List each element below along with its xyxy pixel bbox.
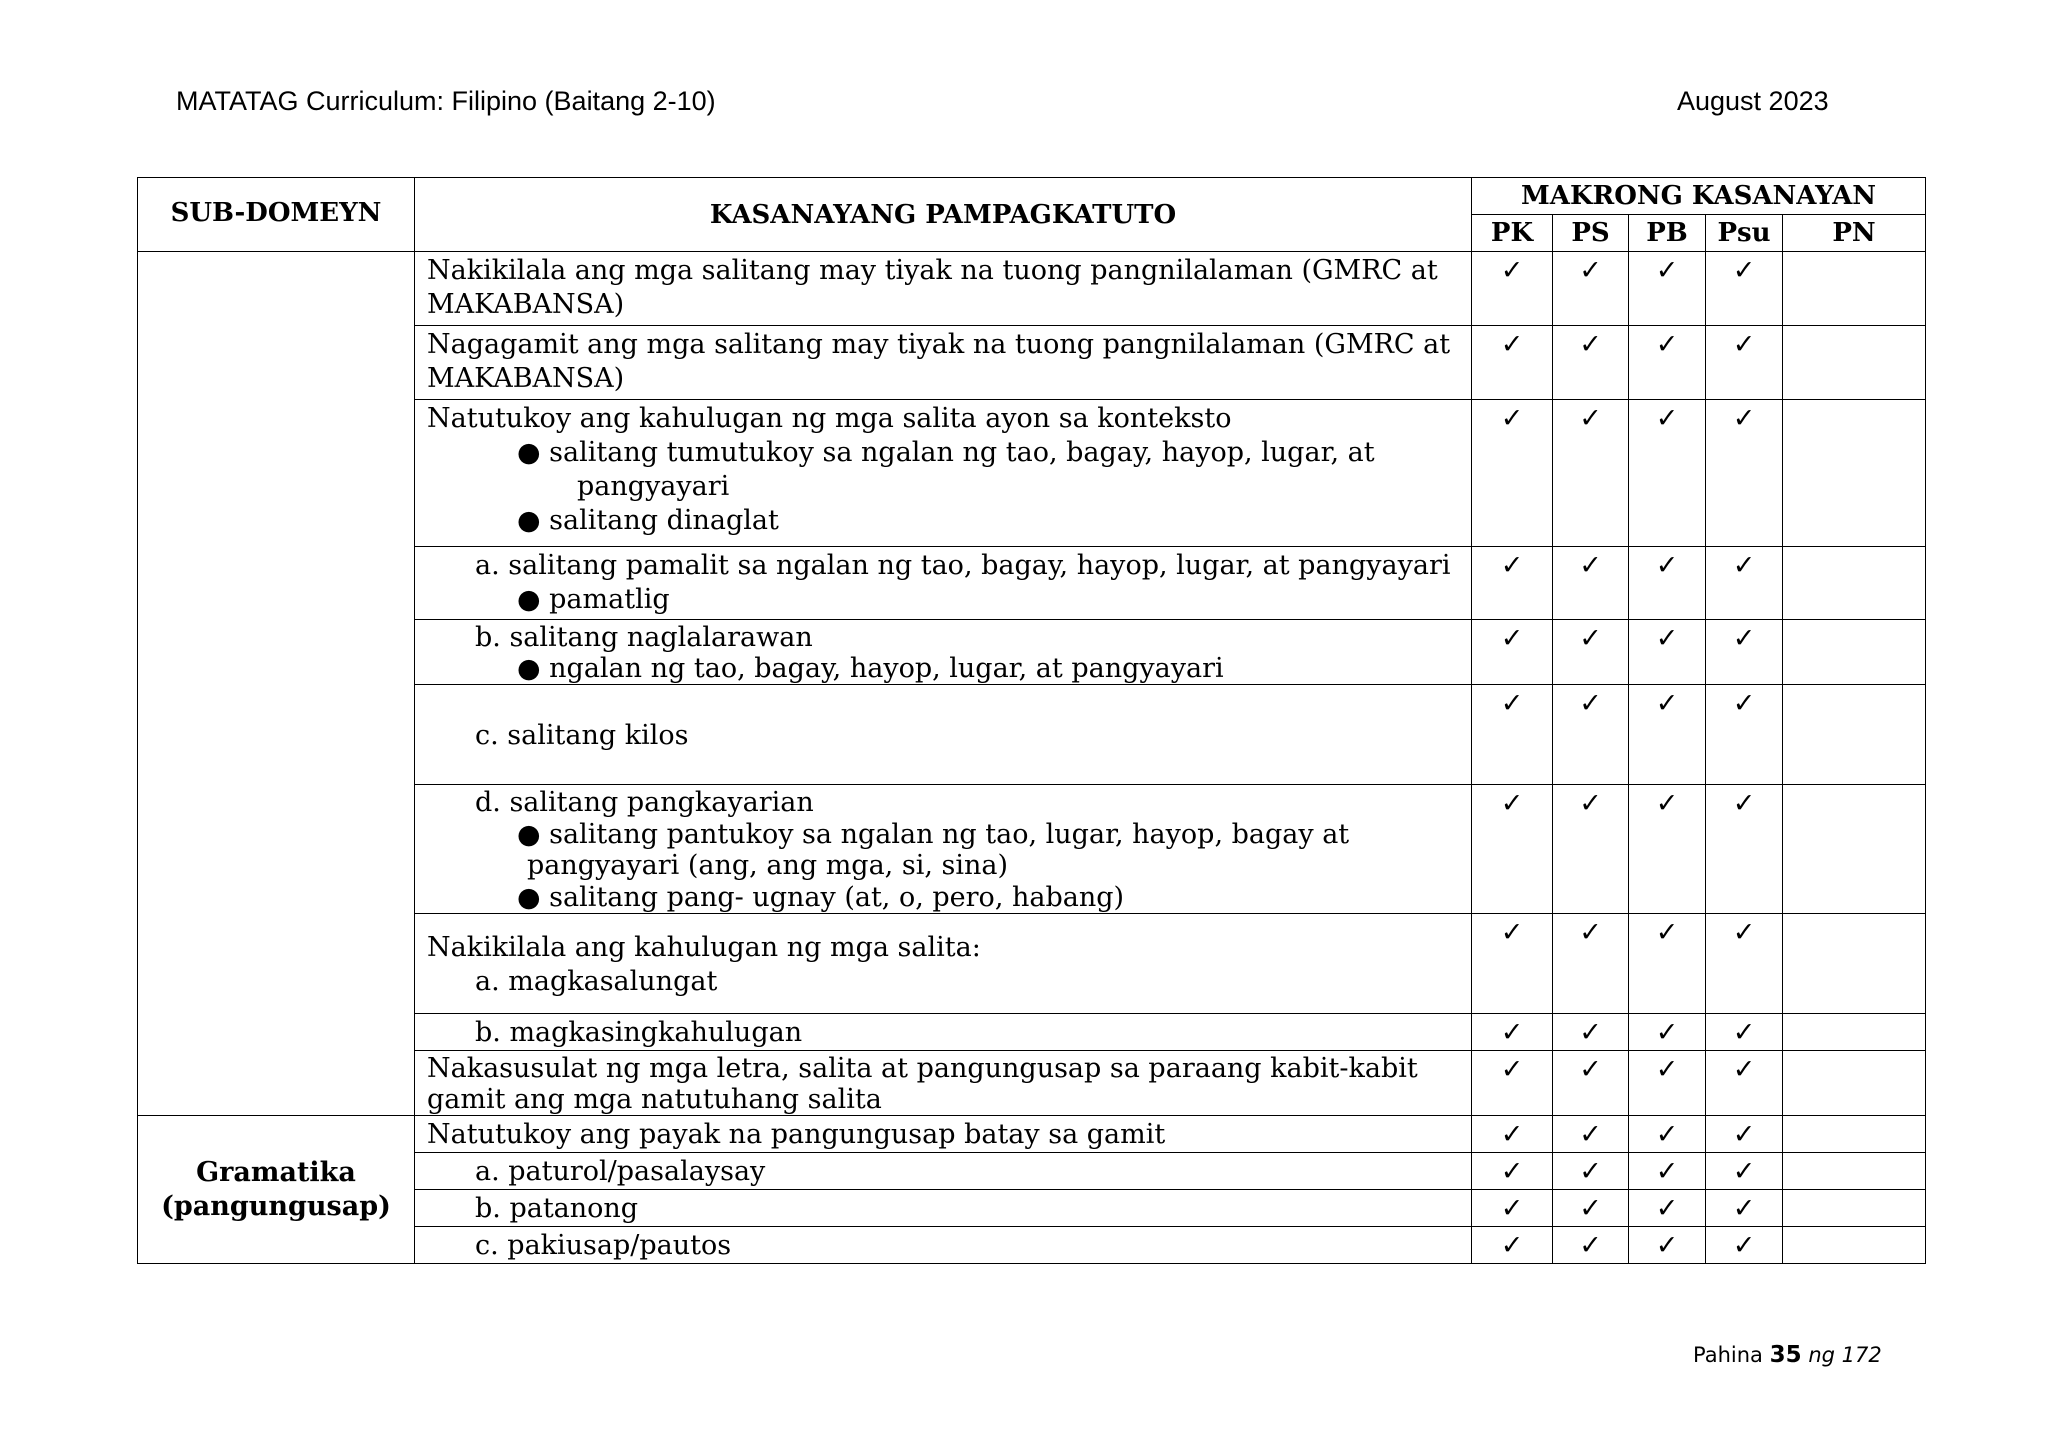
check-pk: ✓ [1472, 1014, 1553, 1051]
competency-cell [415, 785, 1472, 914]
competency-line: Nakikilala ang mga salitang may tiyak na tuong pangnilalaman (GMRC at [427, 255, 1438, 286]
check-psu: ✓ [1706, 326, 1783, 400]
check-psu: ✓ [1706, 547, 1783, 620]
check-pk: ✓ [1472, 1227, 1553, 1264]
check-psu: ✓ [1706, 620, 1783, 685]
check-psu: ✓ [1706, 1051, 1783, 1116]
competency-cell [415, 914, 1472, 1014]
competency-line: b. salitang naglalarawan [475, 622, 813, 653]
column-header-pb: PB [1629, 215, 1706, 252]
competency-cell [415, 1116, 1472, 1153]
competency-line: a. salitang pamalit sa ngalan ng tao, bagay, hayop, lugar, at pangyayari [475, 550, 1451, 581]
competency-line: c. pakiusap/pautos [475, 1230, 732, 1261]
curriculum-table [137, 177, 1926, 1264]
check-ps: ✓ [1553, 620, 1629, 685]
check-pb: ✓ [1629, 1153, 1706, 1190]
competency-line: Nakikilala ang kahulugan ng mga salita: [427, 931, 981, 963]
competency-line: Natutukoy ang payak na pangungusap batay sa gamit [427, 1119, 1166, 1150]
column-header-pn: PN [1783, 215, 1926, 252]
check-pn-empty [1783, 1227, 1926, 1264]
footer-prefix: Pahina [1693, 1343, 1763, 1367]
check-ps: ✓ [1553, 547, 1629, 620]
check-pk: ✓ [1472, 620, 1553, 685]
competency-cell [415, 326, 1472, 400]
check-psu: ✓ [1706, 252, 1783, 326]
competency-bullet: ● salitang dinaglat [517, 505, 779, 536]
column-header-ps: PS [1553, 215, 1629, 252]
column-header-subdomain: SUB-DOMEYN [138, 178, 415, 252]
check-psu: ✓ [1706, 1014, 1783, 1051]
table-row [138, 1116, 1926, 1153]
check-pn-empty [1783, 1051, 1926, 1116]
competency-cell [415, 1153, 1472, 1190]
check-ps: ✓ [1553, 785, 1629, 914]
check-ps: ✓ [1553, 1190, 1629, 1227]
page-footer [1693, 1342, 1882, 1368]
competency-line: a. paturol/pasalaysay [475, 1156, 766, 1187]
check-psu: ✓ [1706, 914, 1783, 1014]
competency-cell [415, 252, 1472, 326]
check-pb: ✓ [1629, 1014, 1706, 1051]
competency-cell [415, 1227, 1472, 1264]
check-pk: ✓ [1472, 1153, 1553, 1190]
column-header-macro-skills: MAKRONG KASANAYAN [1472, 178, 1926, 215]
competency-line: d. salitang pangkayarian [475, 787, 814, 818]
check-pn-empty [1783, 1190, 1926, 1227]
document-title: MATATAG Curriculum: Filipino (Baitang 2-10) [176, 86, 716, 116]
competency-line: Natutukoy ang kahulugan ng mga salita ayon sa konteksto [427, 403, 1232, 434]
check-ps: ✓ [1553, 326, 1629, 400]
check-pb: ✓ [1629, 785, 1706, 914]
check-pb: ✓ [1629, 914, 1706, 1014]
check-pk: ✓ [1472, 400, 1553, 547]
check-pn-empty [1783, 1116, 1926, 1153]
competency-cell [415, 1014, 1472, 1051]
check-ps: ✓ [1553, 914, 1629, 1014]
competency-line: pangyayari [577, 471, 730, 502]
check-pn-empty [1783, 326, 1926, 400]
check-pk: ✓ [1472, 252, 1553, 326]
check-ps: ✓ [1553, 1116, 1629, 1153]
competency-cell [415, 620, 1472, 685]
check-psu: ✓ [1706, 1190, 1783, 1227]
check-pb: ✓ [1629, 1227, 1706, 1264]
document-date: August 2023 [1677, 86, 1829, 116]
check-ps: ✓ [1553, 685, 1629, 785]
subdomain-label-sub: (pangungusap) [161, 1190, 391, 1222]
check-pn-empty [1783, 914, 1926, 1014]
subdomain-label: Gramatika [196, 1156, 356, 1188]
check-pb: ✓ [1629, 400, 1706, 547]
competency-line: Nagagamit ang mga salitang may tiyak na tuong pangnilalaman (GMRC at [427, 329, 1451, 360]
check-pk: ✓ [1472, 1116, 1553, 1153]
competency-cell [415, 1051, 1472, 1116]
check-pn-empty [1783, 620, 1926, 685]
competency-bullet: ● ngalan ng tao, bagay, hayop, lugar, at pangyayari [517, 653, 1224, 684]
check-psu: ✓ [1706, 785, 1783, 914]
check-pb: ✓ [1629, 1190, 1706, 1227]
check-ps: ✓ [1553, 1153, 1629, 1190]
check-pn-empty [1783, 1153, 1926, 1190]
check-psu: ✓ [1706, 1116, 1783, 1153]
check-ps: ✓ [1553, 1227, 1629, 1264]
check-pk: ✓ [1472, 785, 1553, 914]
check-pb: ✓ [1629, 685, 1706, 785]
competency-cell [415, 685, 1472, 785]
competency-bullet: ● salitang pantukoy sa ngalan ng tao, lugar, hayop, bagay at [517, 818, 1350, 850]
check-pn-empty [1783, 547, 1926, 620]
competency-line: Nakasusulat ng mga letra, salita at pangungusap sa paraang kabit-kabit [427, 1053, 1418, 1084]
check-pk: ✓ [1472, 1051, 1553, 1116]
check-pk: ✓ [1472, 1190, 1553, 1227]
page-total: 172 [1841, 1343, 1882, 1367]
check-pn-empty [1783, 252, 1926, 326]
competency-line: a. magkasalungat [475, 965, 718, 997]
check-ps: ✓ [1553, 400, 1629, 547]
check-pk: ✓ [1472, 326, 1553, 400]
check-pn-empty [1783, 400, 1926, 547]
competency-cell [415, 400, 1472, 547]
table-row [138, 252, 1926, 326]
column-header-pk: PK [1472, 215, 1553, 252]
competency-line: b. patanong [475, 1193, 639, 1224]
check-pk: ✓ [1472, 685, 1553, 785]
subdomain-gramatika [138, 1116, 415, 1264]
check-pb: ✓ [1629, 1116, 1706, 1153]
check-psu: ✓ [1706, 1227, 1783, 1264]
check-pb: ✓ [1629, 620, 1706, 685]
check-pb: ✓ [1629, 326, 1706, 400]
check-pk: ✓ [1472, 547, 1553, 620]
competency-bullet: ● salitang tumutukoy sa ngalan ng tao, bagay, hayop, lugar, at [517, 437, 1375, 468]
check-ps: ✓ [1553, 1014, 1629, 1051]
check-ps: ✓ [1553, 1051, 1629, 1116]
check-pk: ✓ [1472, 914, 1553, 1014]
competency-line: MAKABANSA) [427, 289, 625, 320]
check-pn-empty [1783, 785, 1926, 914]
check-pn-empty [1783, 685, 1926, 785]
check-psu: ✓ [1706, 400, 1783, 547]
competency-cell [415, 1190, 1472, 1227]
subdomain-cell-empty [138, 252, 415, 1116]
check-pb: ✓ [1629, 547, 1706, 620]
competency-line: MAKABANSA) [427, 363, 625, 394]
competency-line: pangyayari (ang, ang mga, si, sina) [527, 850, 1009, 881]
column-header-psu: Psu [1706, 215, 1783, 252]
check-psu: ✓ [1706, 685, 1783, 785]
check-pn-empty [1783, 1014, 1926, 1051]
competency-cell [415, 547, 1472, 620]
page-number: 35 [1769, 1342, 1802, 1368]
competency-line: b. magkasingkahulugan [475, 1017, 803, 1048]
check-psu: ✓ [1706, 1153, 1783, 1190]
competency-line: gamit ang mga natutuhang salita [427, 1084, 882, 1115]
check-pb: ✓ [1629, 1051, 1706, 1116]
competency-bullet: ● salitang pang- ugnay (at, o, pero, habang) [517, 881, 1125, 913]
check-ps: ✓ [1553, 252, 1629, 326]
competency-line: c. salitang kilos [475, 719, 689, 751]
check-pb: ✓ [1629, 252, 1706, 326]
footer-of: ng [1808, 1343, 1835, 1367]
competency-bullet: ● pamatlig [517, 584, 670, 615]
column-header-competency: KASANAYANG PAMPAGKATUTO [415, 178, 1472, 252]
